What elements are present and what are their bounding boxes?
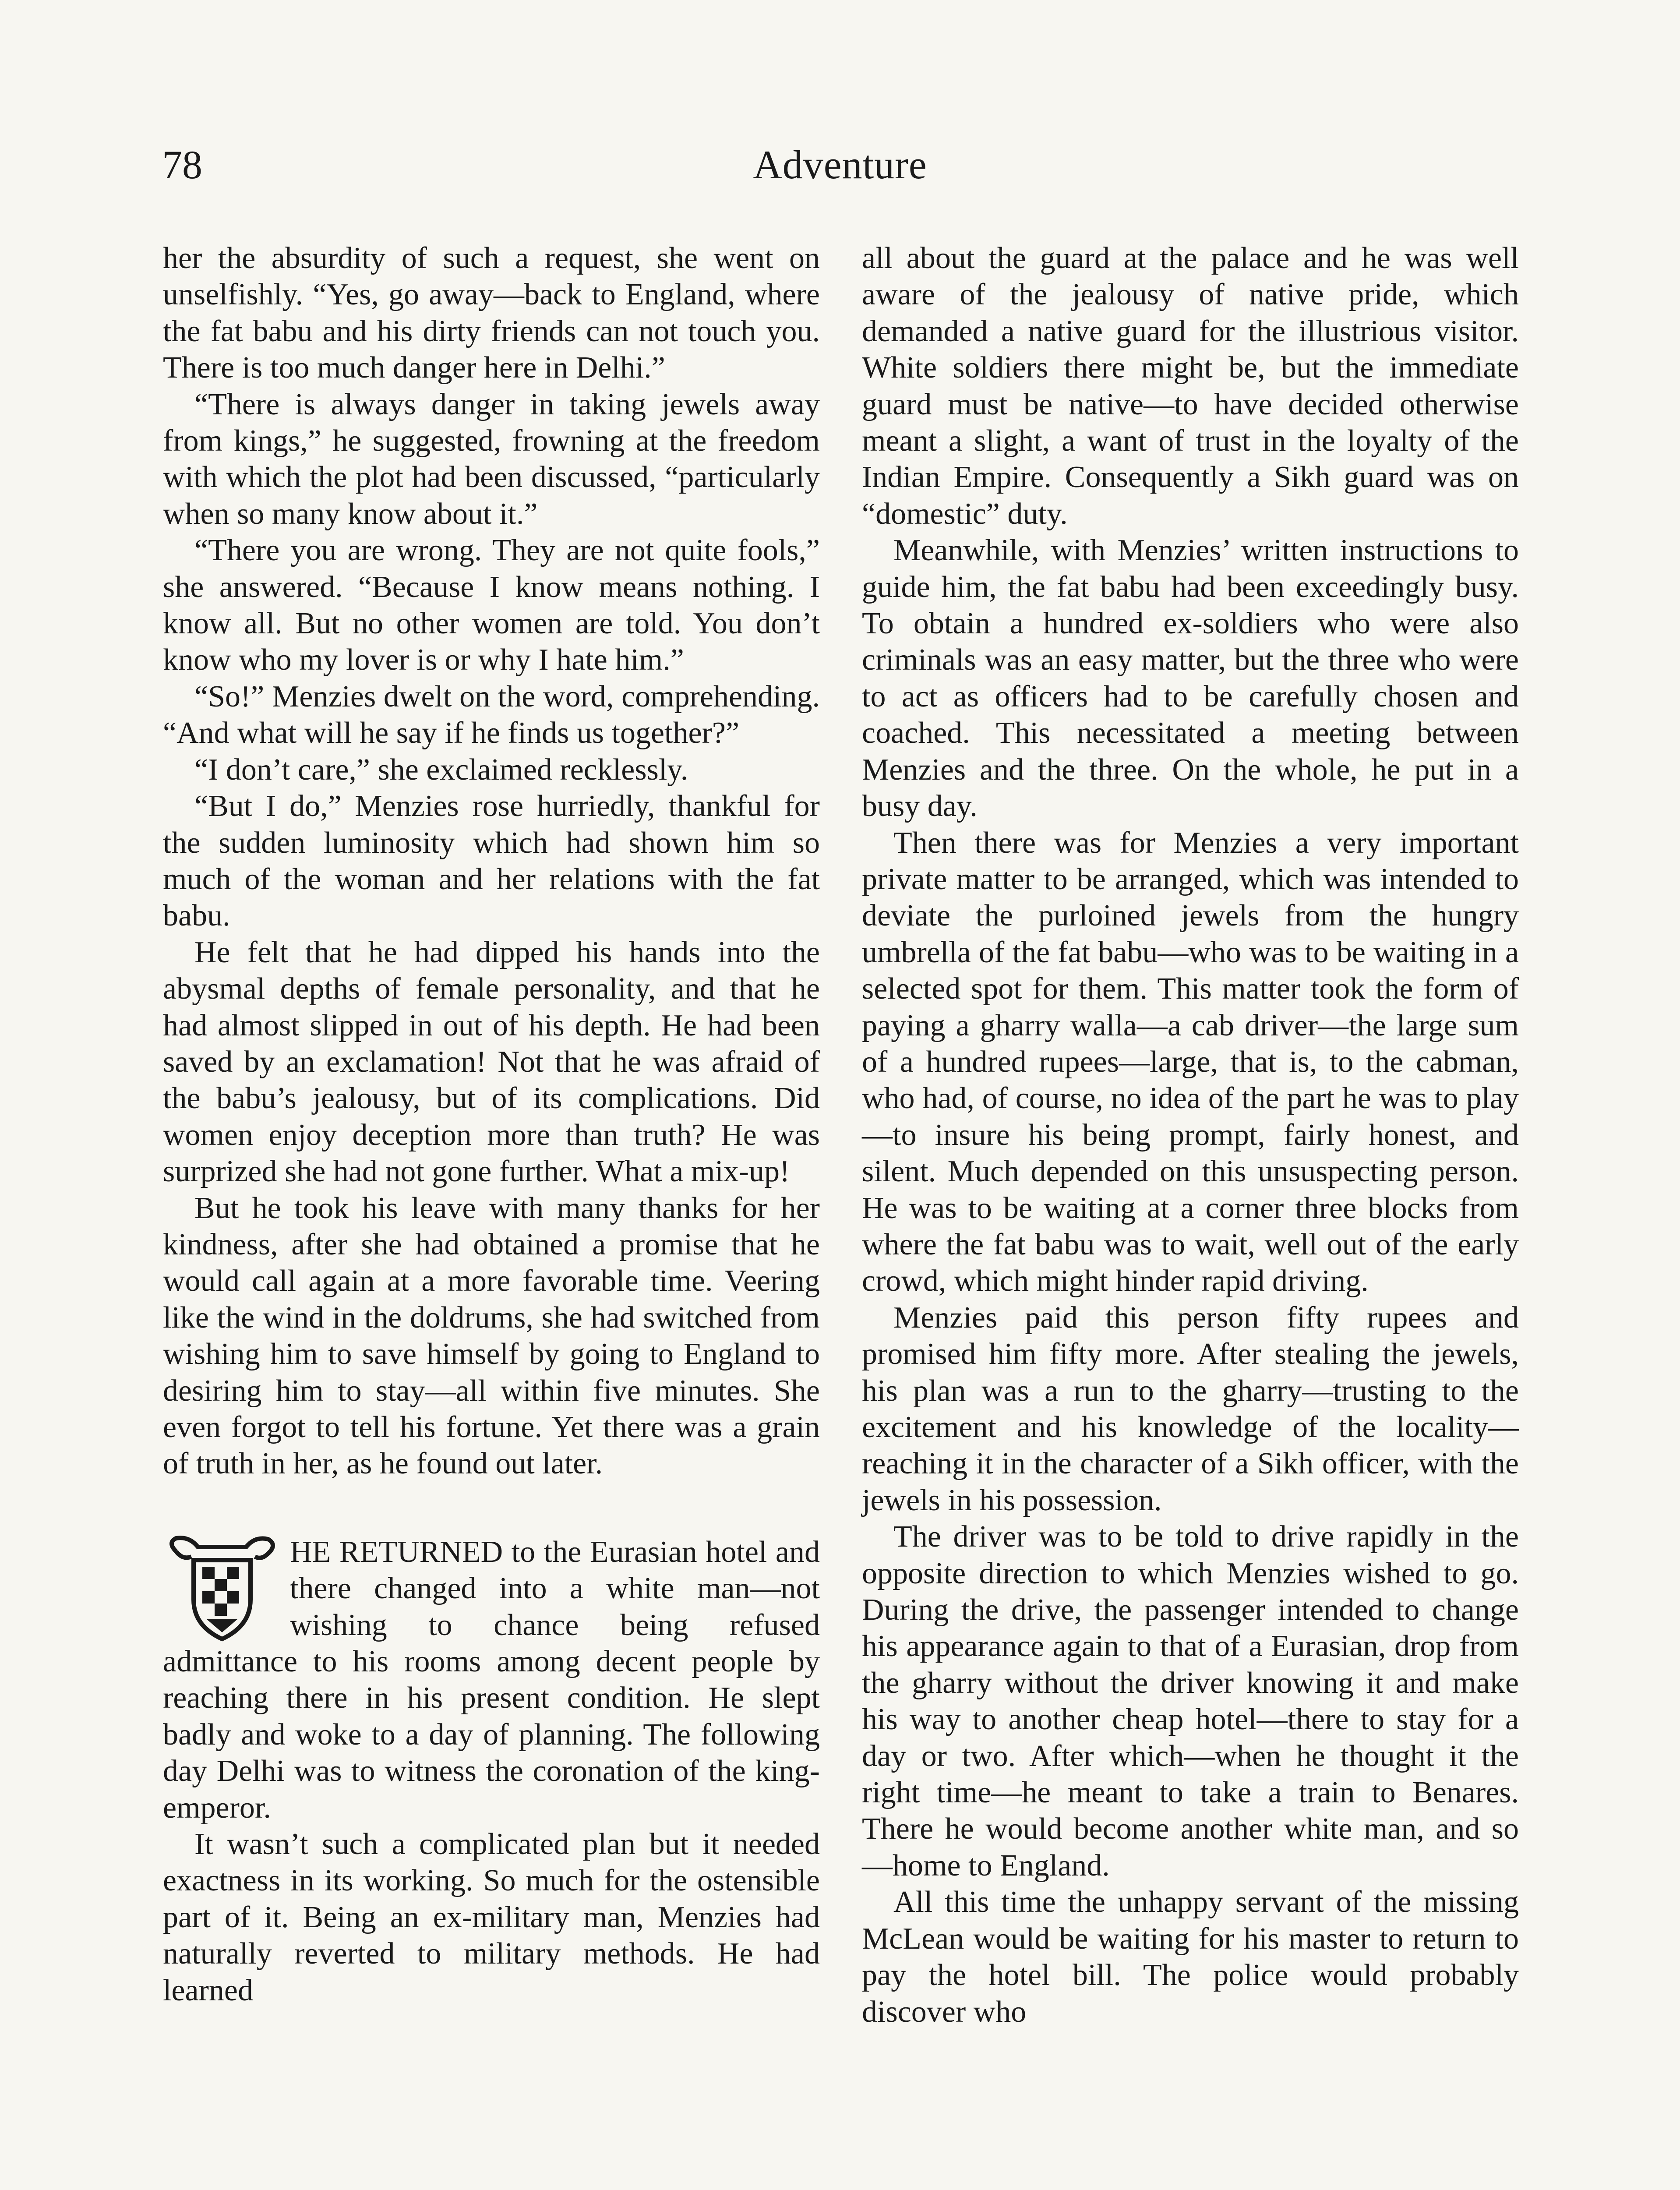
- right-column: [862, 240, 1519, 2030]
- paragraph: all about the guard at the palace and he was well aware of the jealousy of native pride, which demanded a native guard for the illustrious visitor. White soldiers there might be, but the immediate guard must be native—to have decided otherwise meant a slight, a want of trust in the loyalty of the Indian Empire. Consequently a Sikh guard was on “domestic” duty.: [862, 241, 1519, 531]
- paragraph: “But I do,” Menzies rose hurriedly, thankful for the sudden luminosity which had shown him so much of the woman and her relations with the fat babu.: [163, 789, 820, 933]
- running-head-title: Adventure: [753, 142, 927, 187]
- paragraph: Then there was for Menzies a very important private matter to be arranged, which was intended to deviate the purloined jewels from the hungry umbrella of the fat babu—who was to be waiting in a selected spot for them. This matter took the form of paying a gharry walla—a cab driver—the large sum of a hundred rupees—large, that is, to the cabman, who had, of course, no idea of the part he was to play—to insure his being prompt, fairly honest, and silent. Much depended on this unsuspecting person. He was to be waiting at a corner three blocks from where the fat babu was to wait, well out of the early crowd, which might hinder rapid driving.: [862, 826, 1519, 1298]
- paragraph: “There is always danger in taking jewels away from kings,” he suggested, frowning at the freedom with which the plot had been discussed, “particularly when so many know about it.”: [163, 387, 820, 531]
- paragraph: But he took his leave with many thanks for her kindness, after she had obtained a promise that he would call again at a more favorable time. Veering like the wind in the doldrums, she had switched from wishing him to save himself by going to England to desiring him to stay—all within five minutes. She even forgot to tell his fortune. Yet there was a grain of truth in her, as he found out later.: [163, 1191, 820, 1481]
- paragraph: “There you are wrong. They are not quite fools,” she answered. “Because I know means nothing. I know all. But no other women are told. You don’t know who my lover is or why I hate him.”: [163, 533, 820, 677]
- paragraph: All this time the unhappy servant of the missing McLean would be waiting for his master to return to pay the hotel bill. The police would probably discover who: [862, 1885, 1519, 2029]
- paragraph: her the absurdity of such a request, she went on unselfishly. “Yes, go away—back to England, where the fat babu and his dirty friends can not touch you. There is too much danger here in Delhi.”: [163, 241, 820, 385]
- paragraph: It wasn’t such a complicated plan but it needed exactness in its working. So much for the ostensible part of it. Being an ex-military man, Menzies had naturally reverted to military methods. He had learned: [163, 1827, 820, 2007]
- paragraph: Menzies paid this person fifty rupees and promised him fifty more. After stealing the jewels, his plan was a run to the gharry—trusting to the excitement and his knowledge of the locality—reaching it in the character of a Sikh officer, with the jewels in his possession.: [862, 1300, 1519, 1517]
- paragraph: “I don’t care,” she exclaimed recklessly.: [194, 752, 688, 787]
- section-break: [163, 1534, 820, 1826]
- paragraph: “So!” Menzies dwelt on the word, comprehending. “And what will he say if he finds us together?”: [163, 679, 820, 750]
- paragraph: HE RETURNED to the Eurasian hotel and there changed into a white man—not wishing to chance being refused admittance to his rooms among decent people by reaching there in his present condition. He slept badly and woke to a day of planning. The following day Delhi was to witness the coronation of the king-emperor.: [163, 1535, 820, 1825]
- paragraph: He felt that he had dipped his hands into the abysmal depths of female personality, and that he had almost slipped in out of his depth. He had been saved by an exclamation! Not that he was afraid of the babu’s jealousy, but of its complications. Did women enjoy deception more than truth? He was surprized she had not gone further. What a mix-up!: [163, 935, 820, 1189]
- paragraph: Meanwhile, with Menzies’ written instructions to guide him, the fat babu had been exceedingly busy. To obtain a hundred ex-soldiers who were also criminals was an easy matter, but the three who were to act as officers had to be carefully chosen and coached. This necessitated a meeting between Menzies and the three. On the whole, he put in a busy day.: [862, 533, 1519, 823]
- paragraph: The driver was to be told to drive rapidly in the opposite direction to which Menzies wished to go. During the drive, the passenger intended to change his appearance again to that of a Eurasian, drop from the gharry without the driver knowing it and make his way to another cheap hotel—there to stay for a day or two. After which—when he thought it the right time—he meant to take a train to Benares. There he would become another white man, and so —home to England.: [862, 1520, 1519, 1883]
- page-number: 78: [162, 142, 202, 187]
- left-column: [163, 240, 820, 2009]
- ornamental-drop-cap-icon: [163, 1534, 281, 1643]
